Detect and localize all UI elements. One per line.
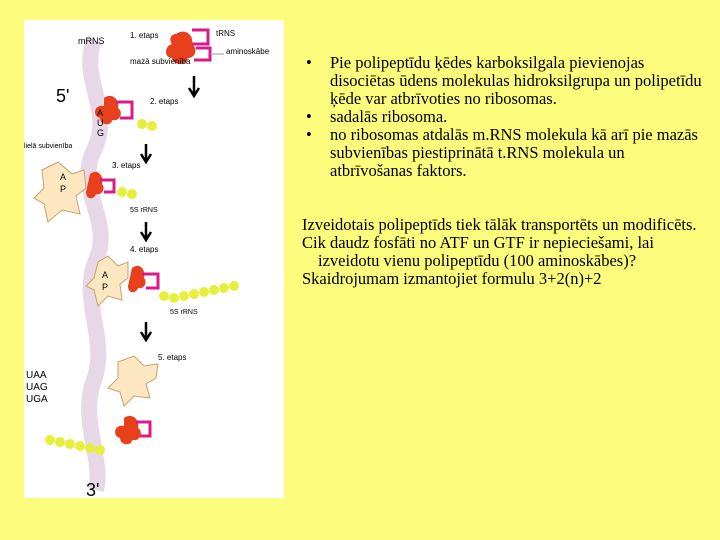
step3-trna-icon <box>86 172 137 199</box>
five-prime-label: 5' <box>56 86 70 106</box>
paragraph: Cik daudz fosfāti no ATF un GTF ir nepieciešami, lai izveidotu vienu polipeptīdu (100 aminoskābes)? <box>302 233 654 270</box>
arrow-down-icon <box>189 76 199 96</box>
text-panel <box>302 54 702 288</box>
stop-codon-uag: UAG <box>26 382 48 393</box>
stop-codon-uaa: UAA <box>26 370 47 381</box>
arrow-down-icon <box>141 144 151 162</box>
bullet-item: • no ribosomas atdalās m.RNS molekula kā arī pie mazās subvienības piestiprinātā t.RNS molekula un atbrīvošanas faktors. <box>306 125 698 180</box>
trns-label: tRNS <box>216 29 236 38</box>
arrow-down-icon <box>141 322 151 340</box>
bullet-list <box>302 54 702 180</box>
codon-u: U <box>97 118 104 128</box>
small-subunit-label: mazā subvienība <box>130 57 191 66</box>
site-a-label-2: A <box>102 270 109 280</box>
s5-trns-label-1: 5S rRNS <box>130 207 158 214</box>
three-prime-label: 3' <box>86 480 100 498</box>
site-p-label: P <box>60 184 67 194</box>
paragraph-block <box>302 216 702 288</box>
step3-label: 3. etaps <box>112 161 141 170</box>
codon-a: A <box>97 108 104 118</box>
step4-label: 4. etaps <box>130 245 159 254</box>
site-p-label-2: P <box>102 282 109 292</box>
aminoskabe-label: aminoskābe <box>226 47 270 56</box>
bullet-dot: • <box>306 53 312 72</box>
arrow-down-icon <box>141 222 151 240</box>
polypeptide-chain-1 <box>159 281 239 303</box>
bullet-dot: • <box>306 125 312 144</box>
paragraph: Skaidrojumam izmantojiet formulu 3+2(n)+2 <box>302 269 602 288</box>
step2-label: 2. etaps <box>150 97 179 106</box>
s5-trns-label-2: 5S rRNS <box>170 309 198 316</box>
stop-codon-uga: UGA <box>26 394 48 405</box>
bullet-item: • sadalās ribosoma. <box>306 107 448 126</box>
translation-termination-figure <box>24 20 284 498</box>
bullet-dot: • <box>306 107 312 126</box>
codon-g: G <box>97 128 105 138</box>
large-subunit-label: lielā subvienība <box>24 143 73 150</box>
step5-ribosome-icon <box>115 416 150 444</box>
paragraph: Izveidotais polipeptīds tiek tālāk transportēts un modificēts. <box>302 215 697 234</box>
mrns-label: mRNS <box>78 36 105 46</box>
bullet-item: • Pie polipeptīdu ķēdes karboksilgala pievienojas disociētas ūdens molekulas hidroksilgrupa un polipetīdu ķēde var atbrīvoties no ribosomas. <box>306 53 702 108</box>
step4-trna-icon <box>128 266 158 292</box>
large-subunit-shape <box>108 356 158 406</box>
step5-label: 5. etaps <box>158 353 187 362</box>
site-a-label: A <box>60 172 67 182</box>
step1-label: 1. etaps <box>130 31 159 40</box>
